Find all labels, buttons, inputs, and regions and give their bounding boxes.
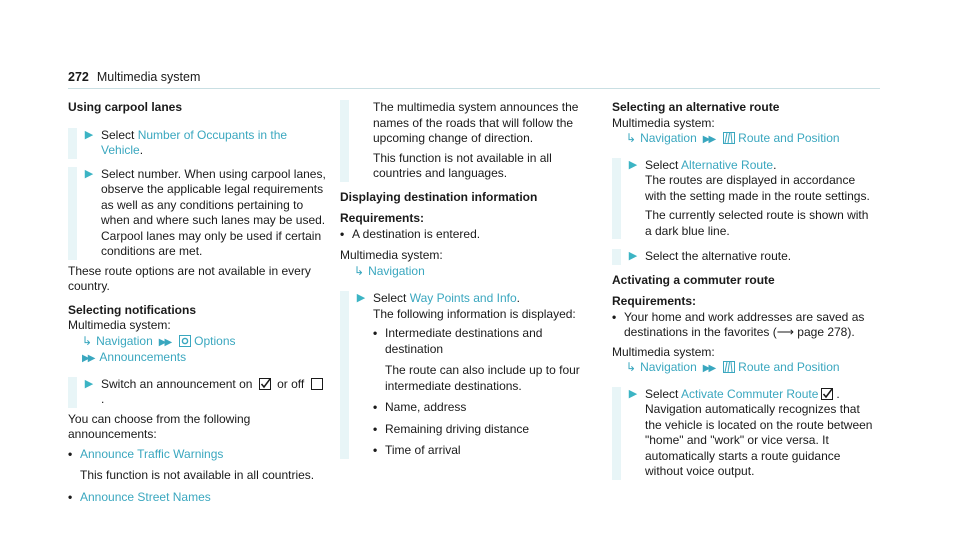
menu-path (340, 264, 602, 280)
gear-icon (179, 335, 191, 347)
path-navigation[interactable]: Navigation (640, 360, 697, 374)
chevron-double-icon: ▶▶ (702, 363, 715, 374)
menu-path-2 (612, 360, 877, 377)
step-continued (340, 100, 602, 182)
step-arrow-icon: ▶ (84, 128, 94, 141)
checkbox-checked-icon (821, 388, 833, 400)
para-route-options: These route options are not available in every country. (68, 263, 311, 293)
path-navigation[interactable]: Navigation (368, 263, 425, 278)
path-arrow-icon: ↳ (354, 263, 365, 278)
heading-commuter-route: Activating a commuter route (612, 272, 775, 287)
step-arrow-icon: ▶ (84, 377, 94, 390)
bullet-icon: • (68, 489, 73, 504)
path-navigation[interactable]: Navigation (96, 333, 153, 348)
path-arrow-icon: ↳ (82, 333, 93, 348)
requirements-label: Requirements: (612, 294, 697, 308)
step-bar (612, 387, 621, 480)
step-arrow-icon: ▶ (628, 158, 638, 171)
menu-path-2 (68, 350, 326, 367)
step-select-alternative (612, 249, 877, 265)
link-announce-street-names[interactable]: Announce Street Names (80, 489, 211, 504)
list-item (68, 490, 326, 506)
label-multimedia-system: Multimedia system: (612, 115, 715, 130)
step-bar (340, 100, 349, 182)
bullet-note: This function is not available in all countries. (80, 468, 315, 482)
step-note: This function is not available in all countries and languages. (373, 150, 552, 180)
step-bar (612, 249, 621, 265)
step-text: The following information is displayed: (373, 306, 576, 321)
path-options[interactable]: Options (194, 333, 236, 348)
step-text: . (773, 157, 777, 172)
page-reference-link[interactable]: page 278). (797, 325, 855, 339)
list-item-note: The route can also include up to four intermediate destinations. (385, 363, 580, 393)
road-route-icon (723, 361, 735, 373)
requirement-text: A destination is entered. (352, 226, 481, 241)
label-multimedia-system: Multimedia system: (68, 318, 171, 332)
list-item (68, 447, 326, 484)
link-number-of-occupants[interactable]: Number of Occupants in the Vehicle (101, 127, 288, 157)
step-arrow-icon: ▶ (84, 167, 94, 180)
list-item (373, 443, 602, 459)
step-text: The routes are displayed in accordance with the setting made in the route settings. (645, 173, 870, 203)
column-2 (340, 100, 602, 459)
list-item (373, 422, 602, 438)
bullet-icon: • (612, 309, 617, 324)
requirement-text: Your home and work addresses are saved as destinations in the favorites ( (624, 309, 865, 339)
step-text: Navigation automatically recognizes that the vehicle is located on the route between "home" and "work" or vice versa. It automatically starts a route guidance without voice output. (645, 402, 873, 478)
path-arrow-icon: ↳ (626, 360, 637, 374)
step-bar (68, 128, 77, 159)
path-arrow-icon: ↳ (626, 131, 637, 145)
road-route-icon (723, 132, 735, 144)
heading-notifications: Selecting notifications (68, 302, 197, 317)
menu-path (68, 334, 326, 351)
page-header-title: Multimedia system (96, 70, 201, 84)
label-multimedia-system: Multimedia system: (340, 248, 443, 262)
heading-carpool: Using carpool lanes (68, 100, 183, 114)
step-text: Select (101, 127, 138, 142)
column-1 (68, 100, 326, 505)
step-arrow-icon: ▶ (628, 250, 638, 262)
link-alternative-route[interactable]: Alternative Route (681, 157, 774, 172)
page-reference-arrow-icon: ⟶ (776, 325, 798, 339)
checkbox-checked-icon (259, 378, 271, 390)
path-announcements[interactable]: Announcements (99, 350, 187, 364)
link-activate-commuter-route[interactable]: Activate Commuter Route (681, 386, 819, 401)
step-select-number (68, 167, 326, 260)
step-way-points (340, 291, 602, 459)
bullet-icon: • (373, 400, 378, 414)
step-text: . (516, 291, 520, 305)
chevron-double-icon: ▶▶ (702, 134, 715, 145)
step-text: Select (645, 157, 682, 172)
link-way-points-and-info[interactable]: Way Points and Info (409, 291, 517, 305)
requirements-label: Requirements: (340, 211, 425, 225)
step-text: . (139, 143, 144, 157)
para-choose: You can choose from the following announcements: (68, 411, 251, 441)
list-item (373, 326, 602, 394)
list-item (612, 310, 877, 341)
step-select-occupants (68, 128, 326, 159)
step-text: . (101, 392, 105, 406)
list-item (373, 400, 602, 416)
step-bar (612, 158, 621, 240)
list-item-text: Remaining driving distance (385, 421, 530, 436)
step-commuter-route (612, 387, 877, 480)
list-item-text: Name, address (385, 400, 467, 414)
heading-alternative-route: Selecting an alternative route (612, 100, 780, 114)
bullet-icon: • (373, 421, 378, 436)
step-text: Select number. When using carpool lanes, observe the applicable legal requirements as well as any conditions pertaining to when and where such lanes may be used. Carpool lanes may only be used if certain conditions are met. (101, 166, 326, 258)
list-item-text: Intermediate destinations and destination (385, 326, 543, 356)
page-header (68, 70, 200, 86)
step-text: . (836, 386, 840, 401)
step-bar (68, 377, 77, 408)
menu-path (612, 131, 877, 148)
bullet-icon: • (68, 446, 73, 461)
bullet-icon: • (340, 226, 345, 241)
step-text: Select (645, 386, 682, 401)
step-bar (340, 291, 349, 459)
heading-display-destination: Displaying destination information (340, 189, 538, 204)
step-alternative-route (612, 158, 877, 240)
chevron-double-icon: ▶▶ (158, 336, 171, 348)
checkbox-empty-icon (311, 378, 323, 390)
step-text: Switch an announcement on (101, 376, 256, 391)
step-arrow-icon: ▶ (356, 292, 366, 304)
bullet-icon: • (373, 443, 378, 457)
step-bar (68, 167, 77, 260)
path-navigation[interactable]: Navigation (640, 131, 697, 145)
step-text: The currently selected route is shown with a dark blue line. (645, 208, 869, 238)
path-route-and-position[interactable]: Route and Position (738, 360, 840, 374)
list-item-text: Time of arrival (385, 443, 461, 457)
chevron-double-icon: ▶▶ (82, 353, 94, 364)
link-announce-traffic-warnings[interactable]: Announce Traffic Warnings (80, 446, 224, 461)
bullet-icon: • (373, 326, 378, 340)
step-arrow-icon: ▶ (628, 387, 638, 400)
path-route-and-position[interactable]: Route and Position (738, 131, 840, 145)
column-3 (612, 100, 877, 480)
step-text: or off (273, 376, 308, 391)
list-item (340, 227, 602, 243)
step-switch-announcement (68, 377, 326, 408)
step-text: Select the alternative route. (645, 249, 792, 263)
step-text: The multimedia system announces the names of the roads that will follow the upcoming change of direction. (373, 100, 579, 145)
step-text: Select (373, 291, 410, 305)
page-number: 272 (68, 70, 89, 84)
label-multimedia-system: Multimedia system: (612, 344, 715, 359)
header-rule (68, 88, 880, 89)
